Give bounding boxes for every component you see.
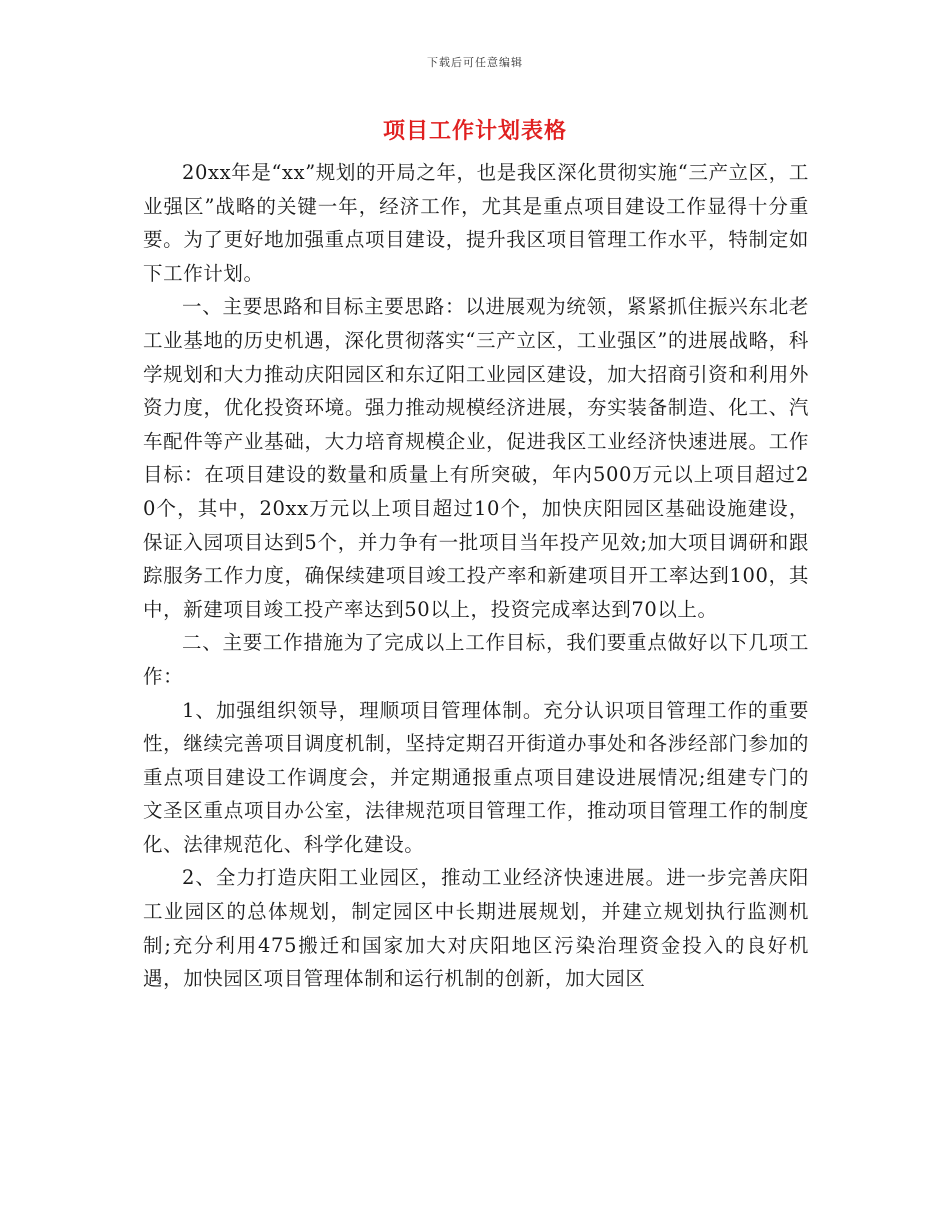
document-title: 项目工作计划表格 (382, 118, 567, 144)
paragraph-section-2: 二、主要工作措施为了完成以上工作目标，我们要重点做好以下几项工作： (143, 631, 809, 688)
paragraph-item-2: 2、全力打造庆阳工业园区，推动工业经济快速进展。进一步完善庆阳工业园区的总体规划，制定园区中长期进展规划，并建立规划执行监测机制;充分利用475搬迁和国家加大对庆阳地区污染治理资金投入的良好机遇，加快园区项目管理体制和运行机制的创新，加大园区 (143, 866, 809, 991)
paragraph-intro: 20xx年是“xx”规划的开局之年，也是我区深化贯彻实施“三产立区，工业强区”战略的关键一年，经济工作，尤其是重点项目建设工作显得十分重要。为了更好地加强重点项目建设，提升我区项目管理工作水平，特制定如下工作计划。 (143, 161, 809, 285)
paragraph-section-1: 一、主要思路和目标主要思路：以进展观为统领，紧紧抓住振兴东北老工业基地的历史机遇，深化贯彻落实“三产立区，工业强区”的进展战略，科学规划和大力推动庆阳园区和东辽阳工业园区建设，加大招商引资和利用外资力度，优化投资环境。强力推动规模经济进展，夯实装备制造、化工、汽车配件等产业基础，大力培育规模企业，促进我区工业经济快速进展。工作目标：在项目建设的数量和质量上有所突破，年内500万元以上项目超过20个，其中，20xx万元以上项目超过10个，加快庆阳园区基础设施建设，保证入园项目达到5个，并力争有一批项目当年投产见效;加大项目调研和跟踪服务工作力度，确保续建项目竣工投产率和新建项目开工率达到100，其中，新建项目竣工投产率达到50以上，投资完成率达到70以上。 (143, 295, 809, 621)
header-note: 下载后可任意编辑 (427, 56, 523, 69)
paragraph-item-1: 1、加强组织领导，理顺项目管理体制。充分认识项目管理工作的重要性，继续完善项目调度机制，坚持定期召开街道办事处和各涉经部门参加的重点项目建设工作调度会，并定期通报重点项目建设进展情况;组建专门的文圣区重点项目办公室，法律规范项目管理工作，推动项目管理工作的制度化、法律规范化、科学化建设。 (143, 698, 809, 856)
document-body (143, 156, 809, 996)
